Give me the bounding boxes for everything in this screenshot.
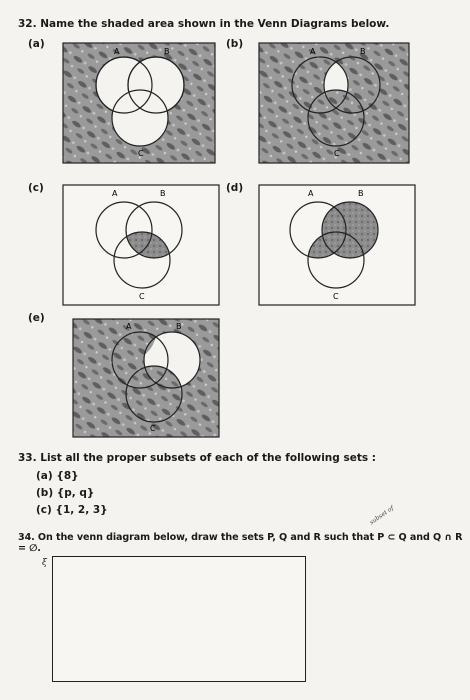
set-label-a: A — [310, 47, 316, 56]
q33-item-b: (b) {p, q} — [36, 487, 95, 499]
part-e-label: (e) — [28, 312, 45, 324]
venn-diagram-e — [72, 318, 220, 438]
venn-diagram-b — [258, 42, 410, 164]
set-label-c: C — [139, 292, 145, 301]
part-a-label: (a) — [28, 38, 45, 50]
venn-diagram-a — [62, 42, 216, 164]
question-32-title: 32. Name the shaded area shown in the Venn Diagrams below. — [18, 18, 390, 30]
set-label-b: B — [360, 47, 366, 56]
universal-set-symbol: ξ — [42, 558, 47, 568]
question-33-title: 33. List all the proper subsets of each of the following sets : — [18, 452, 376, 464]
part-c-label: (c) — [28, 182, 44, 194]
q33-item-c: (c) {1, 2, 3} — [36, 504, 108, 516]
set-label-a: A — [114, 47, 120, 56]
blank-venn-box[interactable] — [52, 556, 306, 682]
set-label-c: C — [333, 292, 339, 301]
set-label-b: B — [358, 189, 364, 198]
venn-diagram-d — [258, 184, 416, 306]
venn-diagram-c — [62, 184, 220, 306]
set-label-c: C — [138, 149, 144, 158]
q33-item-a: (a) {8} — [36, 470, 79, 482]
set-label-a: A — [126, 322, 132, 331]
set-label-a: A — [112, 189, 118, 198]
set-label-c: C — [334, 149, 340, 158]
set-label-b: B — [176, 322, 182, 331]
set-label-b: B — [164, 47, 170, 56]
part-b-label: (b) — [226, 38, 244, 50]
part-d-label: (d) — [226, 182, 244, 194]
set-label-a: A — [308, 189, 314, 198]
handwritten-note: subset of — [368, 504, 396, 527]
set-label-b: B — [160, 189, 166, 198]
question-34-title: 34. On the venn diagram below, draw the sets P, Q and R such that P ⊂ Q and Q ∩ R = ∅. — [18, 532, 463, 554]
set-label-c: C — [150, 424, 156, 433]
